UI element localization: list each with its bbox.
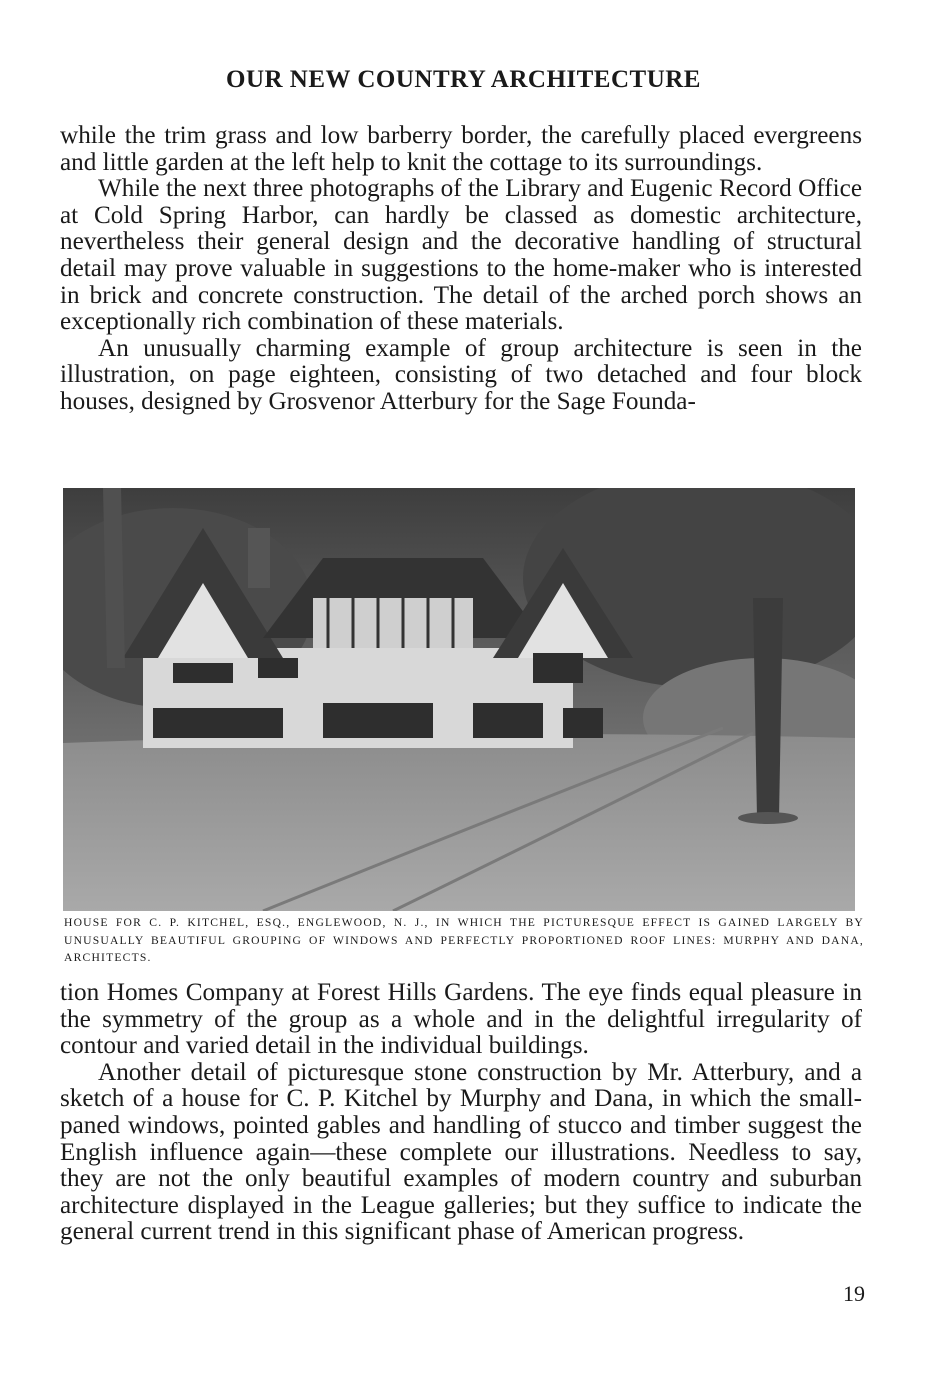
paragraph: Another detail of picturesque stone construction by Mr. Atterbury, and a sketch of a house for C. P. Kitchel by Murphy and Dana, in which the small-paned windows, pointed gables and handling of stucco and timber suggest the English influence again—these complete our illustrations. Needless to say, they are not the only beautiful examples of modern country and suburban architecture displayed in the League galleries; but they suffice to indicate the general current trend in this significant phase of American progress. <box>60 1058 862 1246</box>
running-title: OUR NEW COUNTRY ARCHITECTURE <box>226 66 701 93</box>
page-number: 19 <box>843 1281 865 1306</box>
paragraph-continuation: tion Homes Company at Forest Hills Gardens. The eye finds equal pleasure in the symmetry of the group as a whole and in the delightful irregularity of contour and varied detail in the individual buildings. <box>60 979 862 1060</box>
paragraph: An unusually charming example of group architecture is seen in the illustration, on page eighteen, consisting of two detached and four block houses, designed by Grosvenor Atterbury for the Sage Founda- <box>60 334 862 415</box>
house-sketch-drawing <box>63 488 855 911</box>
figure-caption: HOUSE FOR C. P. KITCHEL, ESQ., ENGLEWOOD, N. J., IN WHICH THE PICTURESQUE EFFECT IS GAINED LARGELY BY UNUSUALLY BEAUTIFUL GROUPING OF WINDOWS AND PERFECTLY PROPORTIONED ROOF LINES: MURPHY AND DANA, ARCHITECTS. <box>64 916 864 964</box>
paragraph: While the next three photographs of the Library and Eugenic Record Office at Cold Spring Harbor, can hardly be classed as domestic architecture, nevertheless their general design and the decorative handling of structural detail may prove valuable in suggestions to the home-maker who is interested in brick and concrete construction. The detail of the arched porch shows an exceptionally rich combination of these materials. <box>60 175 862 336</box>
paragraph-continuation: while the trim grass and low barberry border, the carefully placed evergreens and little garden at the left help to knit the cottage to its surroundings. <box>60 122 862 176</box>
house-sketch-illustration <box>63 488 855 911</box>
article-text-top <box>60 123 862 416</box>
article-text-bottom <box>60 980 862 1246</box>
